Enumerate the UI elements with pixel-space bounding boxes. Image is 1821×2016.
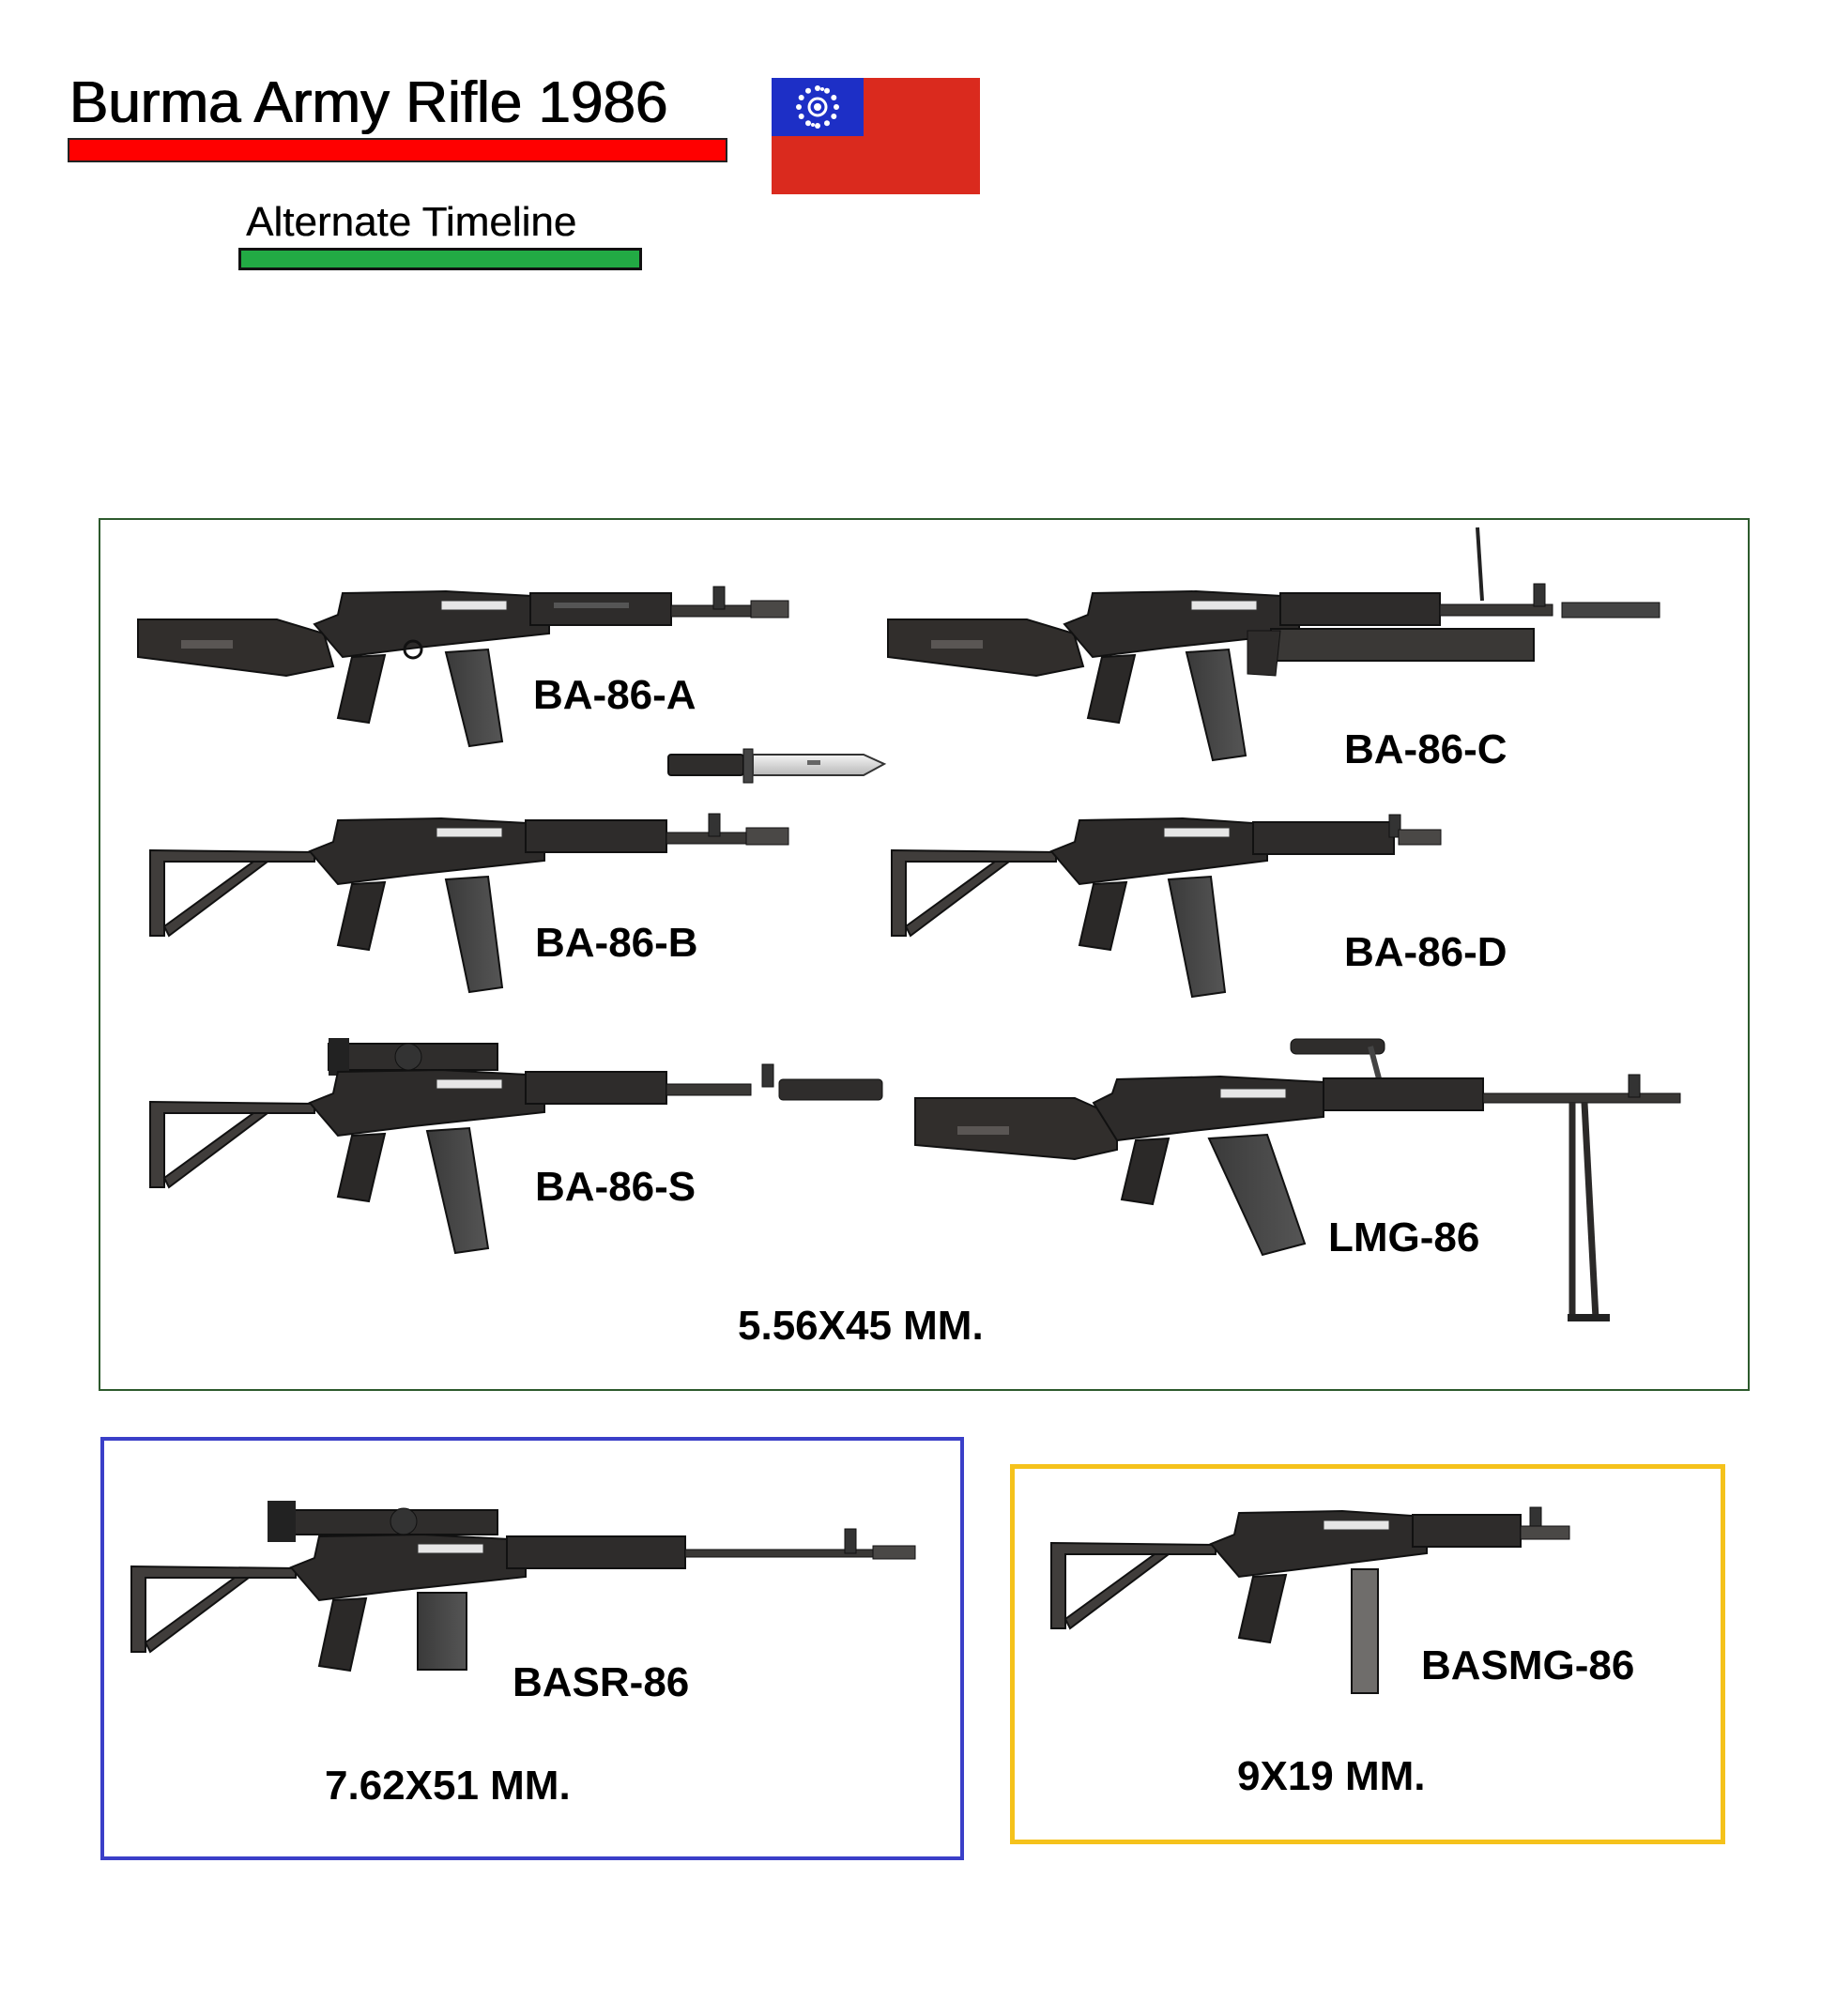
bayonet-icon (666, 745, 888, 787)
rifle-ba-86-a-icon (136, 582, 849, 770)
page-title: Burma Army Rifle 1986 (69, 70, 668, 135)
subtitle-underline (238, 248, 642, 270)
page-subtitle: Alternate Timeline (246, 199, 577, 245)
weapon-label-basr-86: BASR-86 (513, 1659, 690, 1705)
weapon-label-ba-86-b: BA-86-B (535, 920, 698, 966)
lmg-86-icon (910, 1037, 1699, 1337)
weapon-label-ba-86-s: BA-86-S (535, 1164, 696, 1210)
rifle-ba-86-d-icon (882, 809, 1446, 1006)
weapon-label-ba-86-c: BA-86-C (1344, 726, 1507, 772)
rifle-ba-86-s-icon (141, 1023, 892, 1258)
weapon-label-ba-86-a: BA-86-A (533, 672, 696, 718)
weapon-label-ba-86-d: BA-86-D (1344, 929, 1507, 975)
caliber-label-919: 9X19 MM. (1237, 1753, 1426, 1799)
rifle-ba-86-c-icon (886, 526, 1665, 770)
rifle-ba-86-b-icon (141, 809, 845, 1006)
caliber-label-556: 5.56X45 MM. (738, 1303, 984, 1349)
title-underline (68, 138, 727, 162)
weapon-label-lmg-86: LMG-86 (1328, 1214, 1480, 1260)
weapon-label-basmg-86: BASMG-86 (1421, 1642, 1635, 1688)
burma-socialist-flag-icon (772, 78, 980, 194)
caliber-label-762: 7.62X51 MM. (325, 1763, 571, 1809)
